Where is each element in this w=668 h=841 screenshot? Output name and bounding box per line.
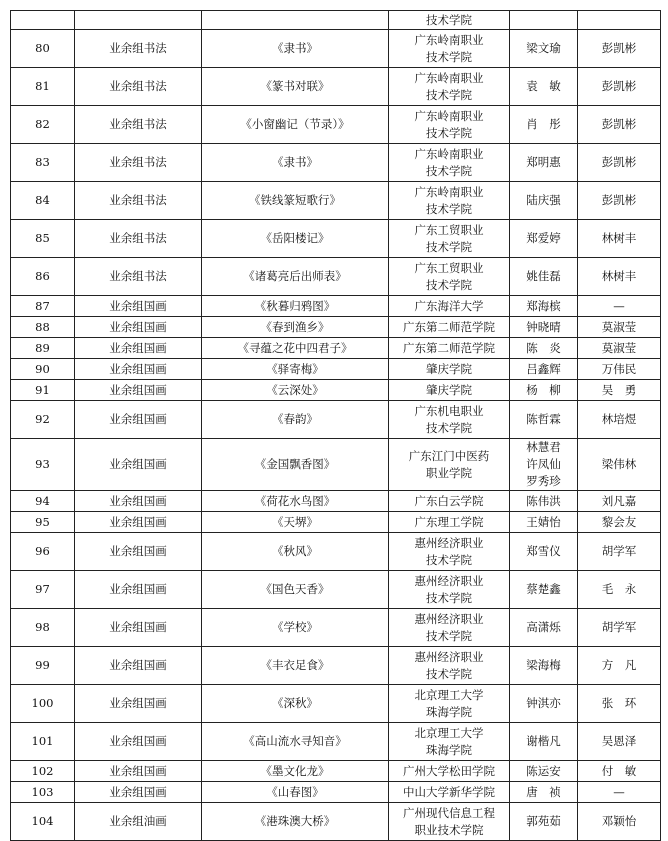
school-line: 惠州经济职业: [414, 573, 484, 588]
author-line: 钟淇亦: [526, 696, 561, 710]
school-cell: [389, 782, 510, 803]
school-line: 广东岭南职业: [414, 146, 484, 161]
school-line: 技术学院: [426, 552, 472, 567]
teacher-cell: 胡学军: [578, 533, 661, 571]
author-cell: [510, 380, 578, 401]
school-cell: [389, 761, 510, 782]
author-line: 林慧君: [526, 440, 561, 454]
school-line: 惠州经济职业: [414, 611, 484, 626]
school-cell: [389, 182, 510, 220]
author-line: 郑明惠: [526, 155, 561, 169]
no-cell: 81: [11, 68, 75, 106]
table-row: [11, 296, 661, 317]
author-cell: [510, 317, 578, 338]
author-cell: [510, 401, 578, 439]
school-cell: [389, 439, 510, 491]
author-line: 杨 柳: [526, 382, 561, 397]
school-cell: [389, 144, 510, 182]
no-cell: 90: [11, 359, 75, 380]
author-cell: [510, 11, 578, 30]
title-cell: 《铁线篆短歌行》: [202, 182, 389, 220]
category-cell: 业余组油画: [75, 803, 202, 841]
title-cell: 《港珠澳大桥》: [202, 803, 389, 841]
school-line: 广东岭南职业: [414, 70, 484, 85]
category-cell: 业余组国画: [75, 439, 202, 491]
table-row: [11, 220, 661, 258]
school-cell: [389, 512, 510, 533]
title-cell: 《诸葛亮后出师表》: [202, 258, 389, 296]
author-cell: [510, 68, 578, 106]
author-line: 陈 炎: [526, 340, 561, 355]
table-row: [11, 439, 661, 491]
author-cell: [510, 258, 578, 296]
author-cell: [510, 782, 578, 803]
author-line: 袁 敏: [526, 79, 561, 93]
table-row: [11, 11, 661, 30]
no-cell: 80: [11, 30, 75, 68]
table-row: [11, 258, 661, 296]
category-cell: 业余组国画: [75, 723, 202, 761]
author-line: 钟晓晴: [526, 319, 561, 334]
author-line: 郑雪仪: [526, 544, 561, 558]
no-cell: 87: [11, 296, 75, 317]
category-cell: 业余组国画: [75, 380, 202, 401]
title-cell: 《荷花水鸟图》: [202, 491, 389, 512]
school-line: 北京理工大学: [414, 725, 484, 740]
category-cell: 业余组书法: [75, 220, 202, 258]
teacher-cell: 彭凯彬: [578, 68, 661, 106]
school-line: 惠州经济职业: [414, 535, 484, 550]
school-cell: [389, 571, 510, 609]
author-line: 郑爱婷: [526, 231, 561, 245]
school-cell: [389, 491, 510, 512]
title-cell: 《墨文化龙》: [202, 761, 389, 782]
category-cell: 业余组国画: [75, 782, 202, 803]
author-line: 吕鑫辉: [526, 361, 561, 376]
author-cell: [510, 439, 578, 491]
no-cell: 97: [11, 571, 75, 609]
author-cell: [510, 338, 578, 359]
school-line: 技术学院: [426, 12, 472, 27]
teacher-cell: 毛 永: [578, 571, 661, 609]
school-line: 广东岭南职业: [414, 184, 484, 199]
teacher-cell: 邓颖怡: [578, 803, 661, 841]
title-cell: 《小窗幽记（节录）》: [202, 106, 389, 144]
author-cell: [510, 296, 578, 317]
teacher-cell: 黎会友: [578, 512, 661, 533]
no-cell: 92: [11, 401, 75, 439]
school-line: 技术学院: [426, 666, 472, 681]
author-line: 梁文瑜: [526, 41, 561, 55]
teacher-cell: 彭凯彬: [578, 144, 661, 182]
table-row: [11, 571, 661, 609]
no-cell: 100: [11, 685, 75, 723]
table-row: [11, 380, 661, 401]
no-cell: 88: [11, 317, 75, 338]
teacher-cell: 莫淑莹: [578, 338, 661, 359]
school-cell: [389, 533, 510, 571]
school-line: 广东工贸职业: [414, 222, 484, 237]
school-line: 广东白云学院: [414, 493, 484, 508]
teacher-cell: 彭凯彬: [578, 182, 661, 220]
table-row: [11, 782, 661, 803]
school-cell: [389, 338, 510, 359]
author-line: 郑海槟: [526, 298, 561, 313]
category-cell: 业余组国画: [75, 685, 202, 723]
title-cell: 《岳阳楼记》: [202, 220, 389, 258]
title-cell: [202, 11, 389, 30]
category-cell: 业余组国画: [75, 359, 202, 380]
no-cell: [11, 11, 75, 30]
author-line: 肖 彤: [526, 117, 561, 131]
teacher-cell: 吴 勇: [578, 380, 661, 401]
school-cell: [389, 106, 510, 144]
category-cell: 业余组国画: [75, 512, 202, 533]
school-cell: [389, 317, 510, 338]
awards-table: [10, 10, 661, 841]
author-line: 陆庆强: [526, 193, 561, 207]
author-cell: [510, 359, 578, 380]
school-cell: [389, 647, 510, 685]
school-line: 技术学院: [426, 420, 472, 435]
category-cell: 业余组国画: [75, 533, 202, 571]
table-row: [11, 359, 661, 380]
school-line: 技术学院: [426, 125, 472, 140]
no-cell: 89: [11, 338, 75, 359]
author-cell: [510, 723, 578, 761]
school-line: 技术学院: [426, 590, 472, 605]
author-line: 陈伟洪: [526, 493, 561, 508]
title-cell: 《秋风》: [202, 533, 389, 571]
title-cell: 《金国飘香图》: [202, 439, 389, 491]
title-cell: 《国色天香》: [202, 571, 389, 609]
title-cell: 《山春图》: [202, 782, 389, 803]
table-row: [11, 512, 661, 533]
teacher-cell: 吴恩泽: [578, 723, 661, 761]
author-cell: [510, 144, 578, 182]
category-cell: 业余组国画: [75, 338, 202, 359]
school-line: 广东理工学院: [414, 514, 484, 529]
school-line: 技术学院: [426, 87, 472, 102]
no-cell: 102: [11, 761, 75, 782]
table-row: [11, 317, 661, 338]
category-cell: 业余组书法: [75, 106, 202, 144]
teacher-cell: —: [578, 782, 661, 803]
no-cell: 91: [11, 380, 75, 401]
school-line: 技术学院: [426, 239, 472, 254]
author-cell: [510, 512, 578, 533]
teacher-cell: 刘凡嘉: [578, 491, 661, 512]
teacher-cell: 梁伟林: [578, 439, 661, 491]
no-cell: 101: [11, 723, 75, 761]
author-line: 王婧怡: [526, 514, 561, 529]
school-line: 技术学院: [426, 201, 472, 216]
teacher-cell: 莫淑莹: [578, 317, 661, 338]
school-cell: [389, 11, 510, 30]
author-cell: [510, 803, 578, 841]
table-row: [11, 182, 661, 220]
no-cell: 84: [11, 182, 75, 220]
school-cell: [389, 723, 510, 761]
title-cell: 《寻蕴之花中四君子》: [202, 338, 389, 359]
category-cell: 业余组书法: [75, 30, 202, 68]
school-line: 职业学院: [426, 465, 472, 480]
category-cell: 业余组国画: [75, 317, 202, 338]
teacher-cell: 张 环: [578, 685, 661, 723]
table-row: [11, 803, 661, 841]
no-cell: 86: [11, 258, 75, 296]
author-line: 蔡楚鑫: [526, 582, 561, 596]
school-line: 中山大学新华学院: [403, 784, 495, 799]
school-line: 技术学院: [426, 49, 472, 64]
school-line: 广东岭南职业: [414, 108, 484, 123]
no-cell: 82: [11, 106, 75, 144]
title-cell: 《云深处》: [202, 380, 389, 401]
category-cell: 业余组国画: [75, 296, 202, 317]
author-cell: [510, 571, 578, 609]
category-cell: [75, 11, 202, 30]
school-line: 惠州经济职业: [414, 649, 484, 664]
no-cell: 83: [11, 144, 75, 182]
teacher-cell: 林培煜: [578, 401, 661, 439]
teacher-cell: 万伟民: [578, 359, 661, 380]
title-cell: 《驿寄梅》: [202, 359, 389, 380]
category-cell: 业余组书法: [75, 258, 202, 296]
awards-table-body: [11, 11, 661, 841]
category-cell: 业余组书法: [75, 68, 202, 106]
school-line: 职业技术学院: [414, 822, 484, 837]
school-line: 广东海洋大学: [414, 298, 484, 313]
category-cell: 业余组书法: [75, 144, 202, 182]
author-line: 唐 祯: [526, 784, 561, 799]
teacher-cell: 方 凡: [578, 647, 661, 685]
school-line: 广东第二师范学院: [403, 340, 495, 355]
table-row: [11, 144, 661, 182]
no-cell: 98: [11, 609, 75, 647]
title-cell: 《高山流水寻知音》: [202, 723, 389, 761]
title-cell: 《春韵》: [202, 401, 389, 439]
table-row: [11, 533, 661, 571]
author-line: 许凤仙: [526, 457, 561, 471]
table-row: [11, 338, 661, 359]
table-row: [11, 106, 661, 144]
author-line: 罗秀珍: [526, 474, 561, 488]
author-cell: [510, 533, 578, 571]
no-cell: 94: [11, 491, 75, 512]
school-line: 广东工贸职业: [414, 260, 484, 275]
school-cell: [389, 380, 510, 401]
school-cell: [389, 30, 510, 68]
category-cell: 业余组国画: [75, 491, 202, 512]
author-line: 梁海梅: [526, 658, 561, 672]
school-line: 广东岭南职业: [414, 32, 484, 47]
teacher-cell: 林树丰: [578, 258, 661, 296]
category-cell: 业余组国画: [75, 647, 202, 685]
author-cell: [510, 220, 578, 258]
author-line: 陈运安: [526, 763, 561, 778]
school-cell: [389, 220, 510, 258]
title-cell: 《春到渔乡》: [202, 317, 389, 338]
author-line: 谢楷凡: [526, 734, 561, 748]
school-line: 广东机电职业: [414, 403, 484, 418]
school-cell: [389, 401, 510, 439]
teacher-cell: 付 敏: [578, 761, 661, 782]
no-cell: 93: [11, 439, 75, 491]
title-cell: 《隶书》: [202, 144, 389, 182]
teacher-cell: —: [578, 296, 661, 317]
title-cell: 《学校》: [202, 609, 389, 647]
title-cell: 《深秋》: [202, 685, 389, 723]
school-line: 广东江门中医药: [408, 448, 490, 463]
title-cell: 《秋暮归鸦图》: [202, 296, 389, 317]
title-cell: 《丰衣足食》: [202, 647, 389, 685]
school-cell: [389, 258, 510, 296]
school-cell: [389, 296, 510, 317]
school-line: 北京理工大学: [414, 687, 484, 702]
author-cell: [510, 491, 578, 512]
table-row: [11, 30, 661, 68]
teacher-cell: 彭凯彬: [578, 30, 661, 68]
no-cell: 103: [11, 782, 75, 803]
teacher-cell: [578, 11, 661, 30]
school-line: 肇庆学院: [426, 382, 472, 397]
table-row: [11, 401, 661, 439]
school-cell: [389, 68, 510, 106]
school-line: 广州现代信息工程: [403, 805, 495, 820]
title-cell: 《隶书》: [202, 30, 389, 68]
school-line: 珠海学院: [426, 742, 472, 757]
no-cell: 104: [11, 803, 75, 841]
category-cell: 业余组国画: [75, 761, 202, 782]
author-cell: [510, 30, 578, 68]
school-line: 技术学院: [426, 163, 472, 178]
no-cell: 95: [11, 512, 75, 533]
table-row: [11, 491, 661, 512]
school-cell: [389, 609, 510, 647]
category-cell: 业余组书法: [75, 182, 202, 220]
no-cell: 85: [11, 220, 75, 258]
table-row: [11, 647, 661, 685]
author-line: 郭苑茹: [526, 814, 561, 828]
school-cell: [389, 685, 510, 723]
school-cell: [389, 359, 510, 380]
teacher-cell: 胡学军: [578, 609, 661, 647]
school-line: 广东第二师范学院: [403, 319, 495, 334]
category-cell: 业余组国画: [75, 401, 202, 439]
author-line: 陈哲霖: [526, 412, 561, 426]
author-cell: [510, 609, 578, 647]
teacher-cell: 林树丰: [578, 220, 661, 258]
author-cell: [510, 685, 578, 723]
category-cell: 业余组国画: [75, 609, 202, 647]
table-row: [11, 761, 661, 782]
author-line: 高潇烁: [526, 620, 561, 634]
school-line: 技术学院: [426, 628, 472, 643]
author-line: 姚佳磊: [526, 269, 561, 283]
school-line: 广州大学松田学院: [403, 763, 495, 778]
author-cell: [510, 106, 578, 144]
school-line: 技术学院: [426, 277, 472, 292]
title-cell: 《篆书对联》: [202, 68, 389, 106]
table-row: [11, 609, 661, 647]
table-row: [11, 685, 661, 723]
school-cell: [389, 803, 510, 841]
no-cell: 96: [11, 533, 75, 571]
author-cell: [510, 761, 578, 782]
author-cell: [510, 647, 578, 685]
school-line: 珠海学院: [426, 704, 472, 719]
category-cell: 业余组国画: [75, 571, 202, 609]
title-cell: 《天堺》: [202, 512, 389, 533]
school-line: 肇庆学院: [426, 361, 472, 376]
no-cell: 99: [11, 647, 75, 685]
table-row: [11, 68, 661, 106]
teacher-cell: 彭凯彬: [578, 106, 661, 144]
table-row: [11, 723, 661, 761]
author-cell: [510, 182, 578, 220]
